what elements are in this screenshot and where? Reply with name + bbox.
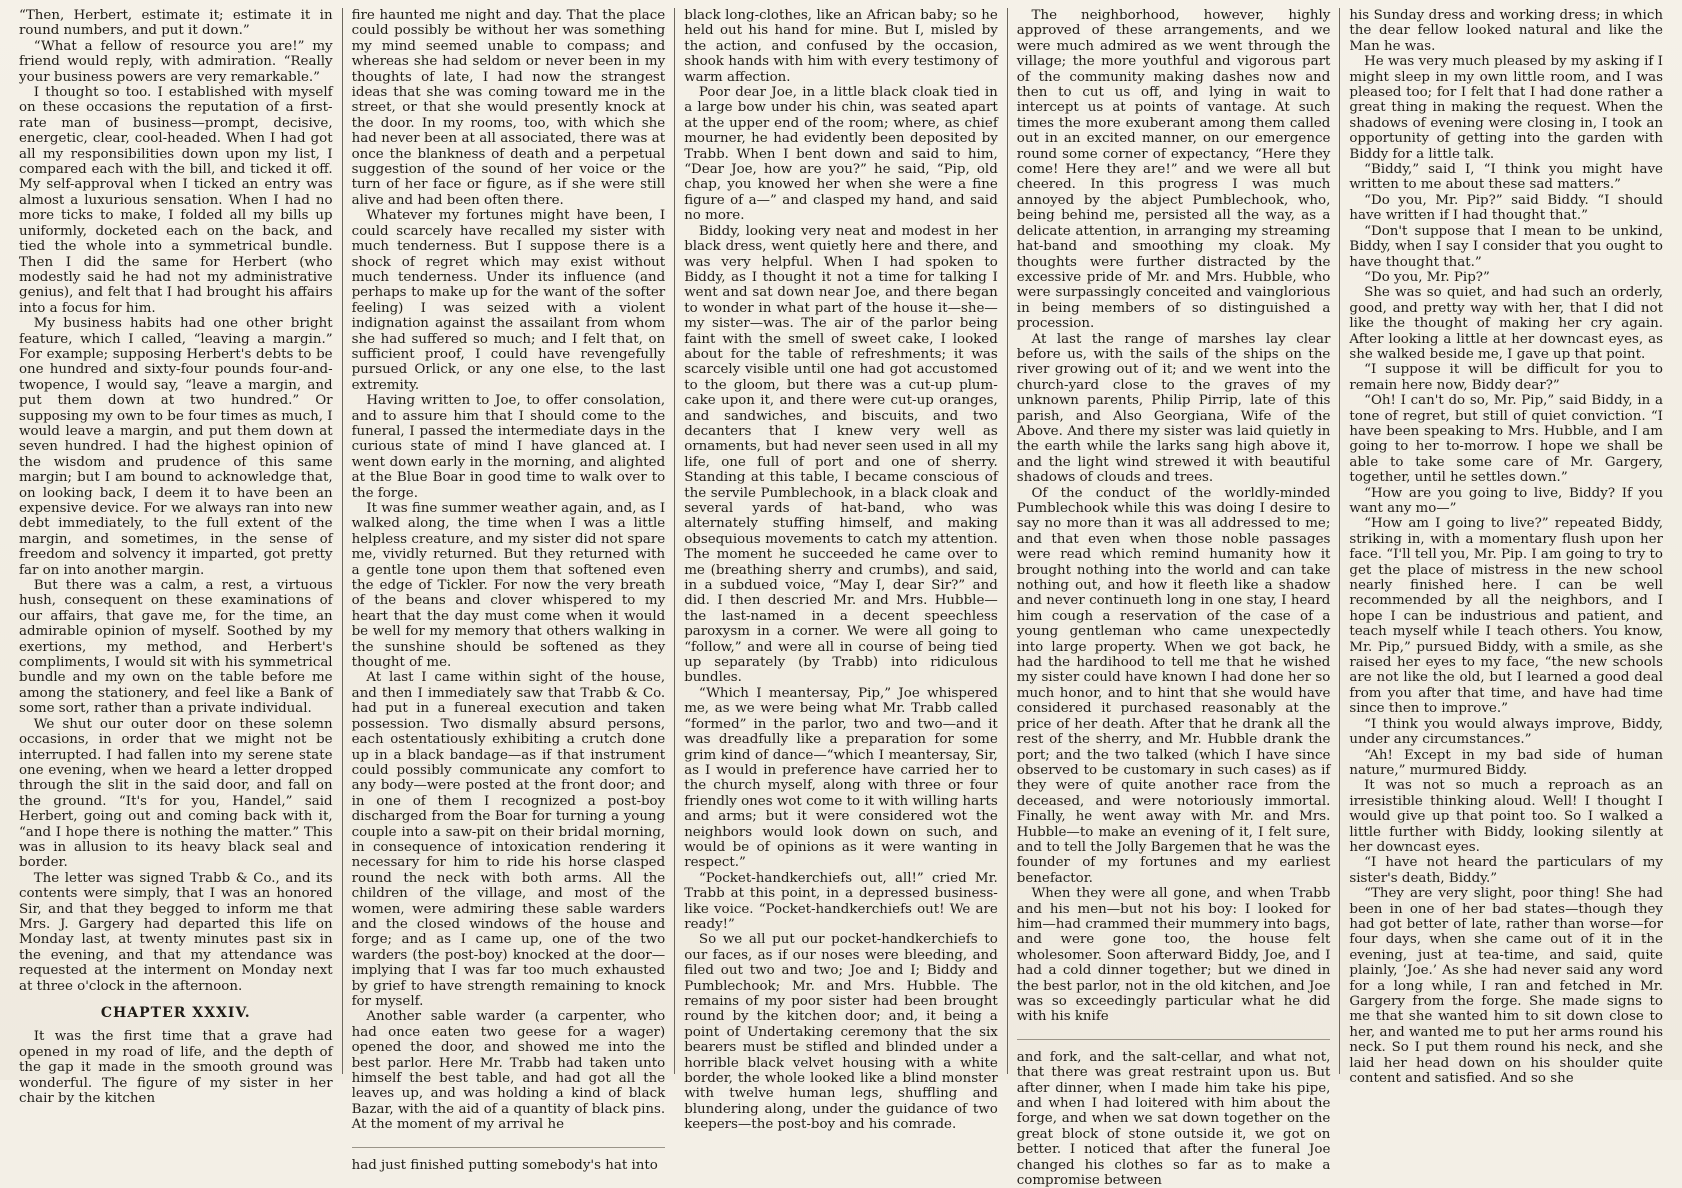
paragraph: his Sunday dress and working dress; in which the dear fellow looked natural and like the Man he was. bbox=[1349, 8, 1663, 54]
paragraph: It was not so much a reproach as an irresistible thinking aloud. Well! I thought I would give up that point too. So I walked a little further with Biddy, looking silently at her downcast eyes. bbox=[1349, 778, 1663, 855]
paragraph: The neighborhood, however, highly approved of these arrangements, and we were much admired as we went through the village; the more youthful and vigorous part of the community making dashes now and then to cut us off, and lying in wait to intercept us at points of vantage. At such times the more exuberant among them called out in an excited manner, on our emergence round some corner of expectancy, “Here they come! Here they are!” and we were all but cheered. In this progress I was much annoyed by the abject Pumblechook, who, being behind me, persisted all the way, as a delicate attention, in arranging my streaming hat-band and smoothing my cloak. My thoughts were further distracted by the excessive pride of Mr. and Mrs. Hubble, who were surpassingly conceited and vainglorious in being members of so distinguished a procession. bbox=[1016, 8, 1331, 332]
paragraph: “Don't suppose that I mean to be unkind, Biddy, when I say I consider that you ought to have thought that.” bbox=[1349, 223, 1663, 270]
paragraph: Having written to Joe, to offer consolation, and to assure him that I should come to the funeral, I passed the intermediate days in the curious state of mind I have glanced at. I went down early in the morning, and alighted at the Blue Boar in good time to walk over to the forge. bbox=[351, 393, 666, 501]
paragraph: “I suppose it will be difficult for you to remain here now, Biddy dear?” bbox=[1349, 362, 1663, 393]
chapter-heading: CHAPTER XXXIV. bbox=[100, 1005, 251, 1021]
paragraph: He was very much pleased by my asking if I might sleep in my own little room, and I was pleased too; for I felt that I had done rather a great thing in making the request. When the shadows of evening were closing in, I took an opportunity of getting into the garden with Biddy for a little talk. bbox=[1349, 54, 1663, 162]
paragraph: “I have not heard the particulars of my sister's death, Biddy.” bbox=[1349, 855, 1663, 886]
paragraph: Biddy, looking very neat and modest in her black dress, went quietly here and there, and was very helpful. When I had spoken to Biddy, as I thought it not a time for talking I went and sat down near Joe, and there began to wonder in what part of the house it—she—my sister—was. The air of the parlor being faint with the smell of sweet cake, I looked about for the table of refreshments; it was scarcely visible until one had got accustomed to the gloom, but there was a cut-up plum-cake upon it, and there were cut-up oranges, and sandwiches, and biscuits, and two decanters that I knew very well as ornaments, but had never seen used in all my life, one full of port and one of sherry. Standing at this table, I became conscious of the servile Pumblechook, in a black cloak and several yards of hat-band, who was alternately stuffing himself, and making obsequious movements to catch my attention. The moment he succeeded he came over to me (breathing sherry and crumbs), and said, in a subdued voice, “May I, dear Sir?” and did. I then descried Mr. and Mrs. Hubble—the last-named in a decent speechless paroxysm in a corner. We were all going to “follow,” and were all in course of being tied up separately (by Trabb) into ridiculous bundles. bbox=[684, 223, 998, 686]
paragraph: fire haunted me night and day. That the place could possibly be without her was something my mind seemed unable to compass; and whereas she had seldom or never been in my thoughts of late, I had now the strangest ideas that she was coming toward me in the street, or that she would presently knock at the door. In my rooms, too, with which she had never been at all associated, there was at once the blankness of death and a perpetual suggestion of the sound of her voice or the turn of her face or figure, as if she were still alive and had been often there. bbox=[351, 8, 666, 208]
paragraph: “They are very slight, poor thing! She had been in one of her bad states—though they had got better of late, rather than worse—for four days, when she came out of it in the evening, just at tea-time, and said, quite plainly, ‘Joe.’ As she had never said any word for a long while, I ran and fetched in Mr. Gargery from the forge. She made signs to me that she wanted him to sit down close to her, and wanted me to put her arms round his neck. So I put them round his neck, and she laid her head down on his shoulder quite content and satisfied. And so she bbox=[1349, 886, 1663, 1087]
paragraph: My business habits had one other bright feature, which I called, “leaving a margin.” For example; supposing Herbert's debts to be one hundred and sixty-four pounds four-and-twopence, I would say, “leave a margin, and put them down at two hundred.” Or supposing my own to be four times as much, I would leave a margin, and put them down at seven hundred. I had the highest opinion of the wisdom and prudence of this same margin; but I am bound to acknowledge that, on looking back, I deem it to have been an expensive device. For we always ran into new debt immediately, to the full extent of the margin, and sometimes, in the sense of freedom and solvency it imparted, got pretty far on into another margin. bbox=[19, 316, 333, 578]
paragraph: “Do you, Mr. Pip?” said Biddy. “I should have written if I had thought that.” bbox=[1349, 192, 1663, 224]
paragraph: The letter was signed Trabb & Co., and its contents were simply, that I was an honored Sir, and that they begged to inform me that Mrs. J. Gargery had departed this life on Monday last, at twenty minutes past six in the evening, and that my attendance was requested at the interment on Monday next at three o'clock in the afternoon. bbox=[19, 870, 333, 994]
paragraph: Another sable warder (a carpenter, who had once eaten two geese for a wager) opened the door, and showed me into the best parlor. Here Mr. Trabb had taken unto himself the best table, and had got all the leaves up, and was holding a kind of black Bazar, with the aid of a quantity of black pins. At the moment of my arrival he bbox=[351, 1009, 666, 1133]
paragraph: Whatever my fortunes might have been, I could scarcely have recalled my sister with much tenderness. But I suppose there is a shock of regret which may exist without much tenderness. Under its influence (and perhaps to make up for the want of the softer feeling) I was seized with a violent indignation against the assailant from whom she had suffered so much; and I felt that, on sufficient proof, I could have revengefully pursued Orlick, or any one else, to the last extremity. bbox=[351, 208, 666, 393]
paragraph: “Biddy,” said I, “I think you might have written to me about these sad matters.” bbox=[1349, 162, 1663, 193]
paragraph: “Oh! I can't do so, Mr. Pip,” said Biddy, in a tone of regret, but still of quiet conviction. “I have been speaking to Mrs. Hubble, and I am going to her to-morrow. I hope we shall be able to take some care of Mr. Gargery, together, until he settles down.” bbox=[1349, 393, 1663, 486]
paragraph: But there was a calm, a rest, a virtuous hush, consequent on these examinations of our affairs, that gave me, for the time, an admirable opinion of myself. Soothed by my exertions, my method, and Herbert's compliments, I would sit with his symmetrical bundle and my own on the table before me among the stationery, and feel like a Bank of some sort, rather than a private individual. bbox=[19, 578, 333, 717]
paragraph: At last I came within sight of the house, and then I immediately saw that Trabb & Co. had put in a funereal execution and taken possession. Two dismally absurd persons, each ostentatiously exhibiting a crutch done up in a black bandage—as if that instrument could possibly communicate any comfort to any body—were posted at the front door; and in one of them I recognized a post-boy discharged from the Boar for turning a young couple into a saw-pit on their bridal morning, in consequence of intoxication rendering it necessary for him to ride his horse clasped round the neck with both arms. All the children of the village, and most of the women, were admiring these sable warders and the closed windows of the house and forge; and as I came up, one of the two warders (the post-boy) knocked at the door—implying that I was far too much exhausted by grief to have strength remaining to knock for myself. bbox=[351, 670, 666, 1009]
paragraph: Poor dear Joe, in a little black cloak tied in a large bow under his chin, was seated apart at the upper end of the room; where, as chief mourner, he had evidently been deposited by Trabb. When I bent down and said to him, “Dear Joe, how are you?” he said, “Pip, old chap, you knowed her when she were a fine figure of a—” and clasped my hand, and said no more. bbox=[684, 85, 998, 224]
paragraph: She was so quiet, and had such an orderly, good, and pretty way with her, that I did not like the thought of making her cry again. After looking a little at her downcast eyes, as she walked beside me, I gave up that point. bbox=[1349, 285, 1663, 362]
paragraph: “Which I meantersay, Pip,” Joe whispered me, as we were being what Mr. Trabb called “formed” in the parlor, two and two—and it was dreadfully like a preparation for some grim kind of dance—“which I meantersay, Sir, as I would in preference have carried her to the church myself, along with three or four friendly ones wot come to it with willing harts and arms; but it were considered wot the neighbors would look down on such, and would be of opinions as it were wanting in respect.” bbox=[684, 685, 998, 871]
paragraph: and fork, and the salt-cellar, and what not, that there was great restraint upon us. But after dinner, when I made him take his pipe, and when I had loitered with him about the forge, and when we sat down together on the great block of stone outside it, we got on better. I noticed that after the funeral Joe changed his clothes so far as to make a compromise between bbox=[1016, 1049, 1331, 1188]
column-break-rule bbox=[1017, 1039, 1331, 1040]
paragraph: had just finished putting somebody's hat into bbox=[351, 1157, 658, 1173]
column-3 bbox=[675, 8, 1008, 1133]
paragraph: “Ah! Except in my bad side of human nature,” murmured Biddy. bbox=[1349, 747, 1663, 778]
column-break-rule bbox=[352, 1147, 666, 1148]
paragraph: So we all put our pocket-handkerchiefs to our faces, as if our noses were bleeding, and filed out two and two; Joe and I; Biddy and Pumblechook; Mr. and Mrs. Hubble. The remains of my poor sister had been brought round by the kitchen door; and, it being a point of Undertaking ceremony that the six bearers must be stifled and blinded under a horrible black velvet housing with a white border, the whole looked like a blind monster with twelve human legs, shuffling and blundering along, under the guidance of two keepers—the post-boy and his comrade. bbox=[684, 932, 998, 1133]
paragraph: “Then, Herbert, estimate it; estimate it in round numbers, and put it down.” bbox=[19, 8, 333, 39]
paragraph: It was the first time that a grave had opened in my road of life, and the depth of the gap it made in the smooth ground was wonderful. The figure of my sister in her chair by the kitchen bbox=[19, 1029, 333, 1107]
paragraph: At last the range of marshes lay clear before us, with the sails of the ships on the river growing out of it; and we went into the church-yard close to the graves of my unknown parents, Philip Pirrip, late of this parish, and Also Georgiana, Wife of the Above. And there my sister was laid quietly in the earth while the larks sang high above it, and the light wind strewed it with beautiful shadows of clouds and trees. bbox=[1016, 331, 1331, 486]
paragraph: When they were all gone, and when Trabb and his men—but not his boy: I looked for him—had crammed their mummery into bags, and were gone too, the house felt wholesomer. Soon afterward Biddy, Joe, and I had a cold dinner together; but we dined in the best parlor, not in the old kitchen, and Joe was so exceedingly particular what he did with his knife bbox=[1016, 886, 1331, 1025]
column-5 bbox=[1340, 8, 1672, 1087]
paragraph: It was fine summer weather again, and, as I walked along, the time when I was a little helpless creature, and my sister did not spare me, vividly returned. But they returned with a gentle tone upon them that softened even the edge of Tickler. For now the very breath of the beans and clover whispered to my heart that the day must come when it would be well for my memory that others walking in the sunshine should be softened as they thought of me. bbox=[351, 501, 666, 671]
paragraph: “How are you going to live, Biddy? If you want any mo—” bbox=[1349, 485, 1663, 516]
paragraph: We shut our outer door on these solemn occasions, in order that we might not be interrupted. I had fallen into my serene state one evening, when we heard a letter dropped through the slit in the said door, and fall on the ground. “It's for you, Handel,” said Herbert, going out and coming back with it, “and I hope there is nothing the matter.” This was in allusion to its heavy black seal and border. bbox=[19, 716, 333, 871]
paragraph: “How am I going to live?” repeated Biddy, striking in, with a momentary flush upon her face. “I'll tell you, Mr. Pip. I am going to try to get the place of mistress in the new school nearly finished here. I can be well recommended by all the neighbors, and I hope I can be industrious and patient, and teach myself while I teach others. You know, Mr. Pip,” pursued Biddy, with a smile, as she raised her eyes to my face, “the new schools are not like the old, but I learned a good deal from you after that time, and have had time since then to improve.” bbox=[1349, 516, 1663, 717]
paragraph: I thought so too. I established with myself on these occasions the reputation of a first-rate man of business—prompt, decisive, energetic, clear, cool-headed. When I had got all my responsibilities down upon my list, I compared each with the bill, and ticked it off. My self-approval when I ticked an entry was almost a luxurious sensation. When I had no more ticks to make, I folded all my bills up uniformly, docketed each on the back, and tied the whole into a symmetrical bundle. Then I did the same for Herbert (who modestly said he had not my administrative genius), and felt that I had brought his affairs into a focus for him. bbox=[19, 85, 333, 316]
paragraph: “Do you, Mr. Pip?” bbox=[1364, 269, 1490, 285]
paragraph: Of the conduct of the worldly-minded Pumblechook while this was doing I desire to say no more than it was all addressed to me; and that even when those noble passages were read which remind humanity how it brought nothing into the world and can take nothing out, and how it fleeth like a shadow and never continueth long in one stay, I heard him cough a reservation of the case of a young gentleman who came unexpectedly into large property. When we got back, he had the hardihood to tell me that he wished my sister could have known I had done her so much honor, and to hint that she would have considered it purchased reasonably at the price of her death. After that he drank all the rest of the sherry, and Mr. Hubble drank the port; and the two talked (which I have since observed to be customary in such cases) as if they were of quite another race from the deceased, and were notoriously immortal. Finally, he went away with Mr. and Mrs. Hubble—to make an evening of it, I felt sure, and to tell the Jolly Bargemen that he was the founder of my fortunes and my earliest benefactor. bbox=[1016, 485, 1331, 886]
column-2 bbox=[343, 8, 676, 1173]
paragraph: “I think you would always improve, Biddy, under any circumstances.” bbox=[1349, 716, 1663, 748]
column-1 bbox=[10, 8, 343, 1107]
paragraph: black long-clothes, like an African baby; so he held out his hand for mine. But I, misled by the action, and confused by the occasion, shook hands with him with every testimony of warm affection. bbox=[684, 8, 998, 85]
column-4 bbox=[1008, 8, 1341, 1188]
paragraph: “What a fellow of resource you are!” my friend would reply, with admiration. “Really your business powers are very remarkable.” bbox=[19, 38, 333, 85]
paragraph: “Pocket-handkerchiefs out, all!” cried Mr. Trabb at this point, in a depressed business-like voice. “Pocket-handkerchiefs out! We are ready!” bbox=[684, 870, 998, 932]
